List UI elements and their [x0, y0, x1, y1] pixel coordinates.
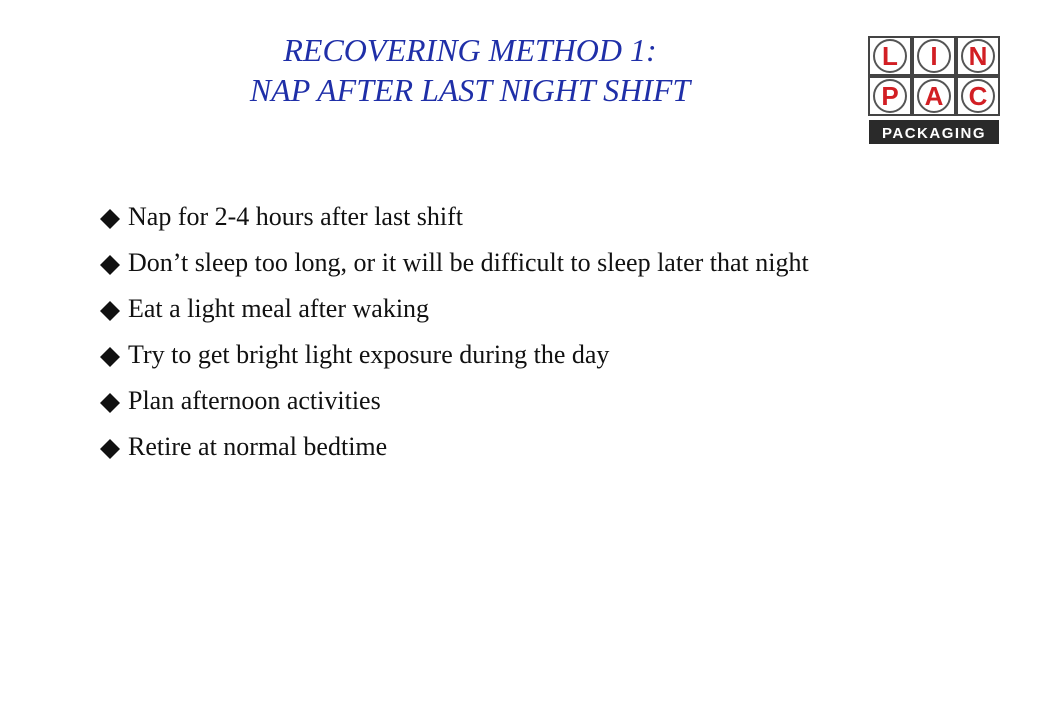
slide-title-line-2: NAP AFTER LAST NIGHT SHIFT	[249, 72, 691, 108]
logo-letter-1: L	[882, 41, 898, 71]
slide-title	[180, 30, 760, 110]
bullet-text: Nap for 2-4 hours after last shift	[128, 202, 464, 231]
bullet-text: Don’t sleep too long, or it will be difficult to sleep later that night	[128, 248, 809, 277]
bullet-item	[98, 430, 918, 464]
diamond-bullet-icon	[100, 255, 120, 275]
diamond-bullet-icon	[100, 209, 120, 229]
logo-letter-4: P	[881, 81, 899, 111]
diamond-bullet-icon	[100, 393, 120, 413]
logo-letter-6: C	[968, 81, 988, 111]
bullet-text: Plan afternoon activities	[128, 386, 381, 415]
bullet-item	[98, 384, 918, 418]
bullet-item	[98, 292, 918, 326]
bullet-item	[98, 338, 918, 372]
bullet-list	[98, 200, 918, 476]
diamond-bullet-icon	[100, 347, 120, 367]
bullet-text: Retire at normal bedtime	[128, 432, 388, 461]
bullet-item	[98, 246, 918, 280]
diamond-bullet-icon	[100, 439, 120, 459]
bullet-text: Eat a light meal after waking	[128, 294, 430, 323]
bullet-item	[98, 200, 918, 234]
linpac-logo	[866, 34, 1002, 147]
bullet-text: Try to get bright light exposure during the day	[128, 340, 610, 369]
diamond-bullet-icon	[100, 301, 120, 321]
slide-title-line-1: RECOVERING METHOD 1:	[283, 32, 657, 68]
logo-letter-5: A	[924, 81, 944, 111]
logo-letter-2: I	[930, 41, 938, 71]
logo-tagline: PACKAGING	[881, 125, 987, 142]
logo-letter-3: N	[968, 41, 988, 71]
